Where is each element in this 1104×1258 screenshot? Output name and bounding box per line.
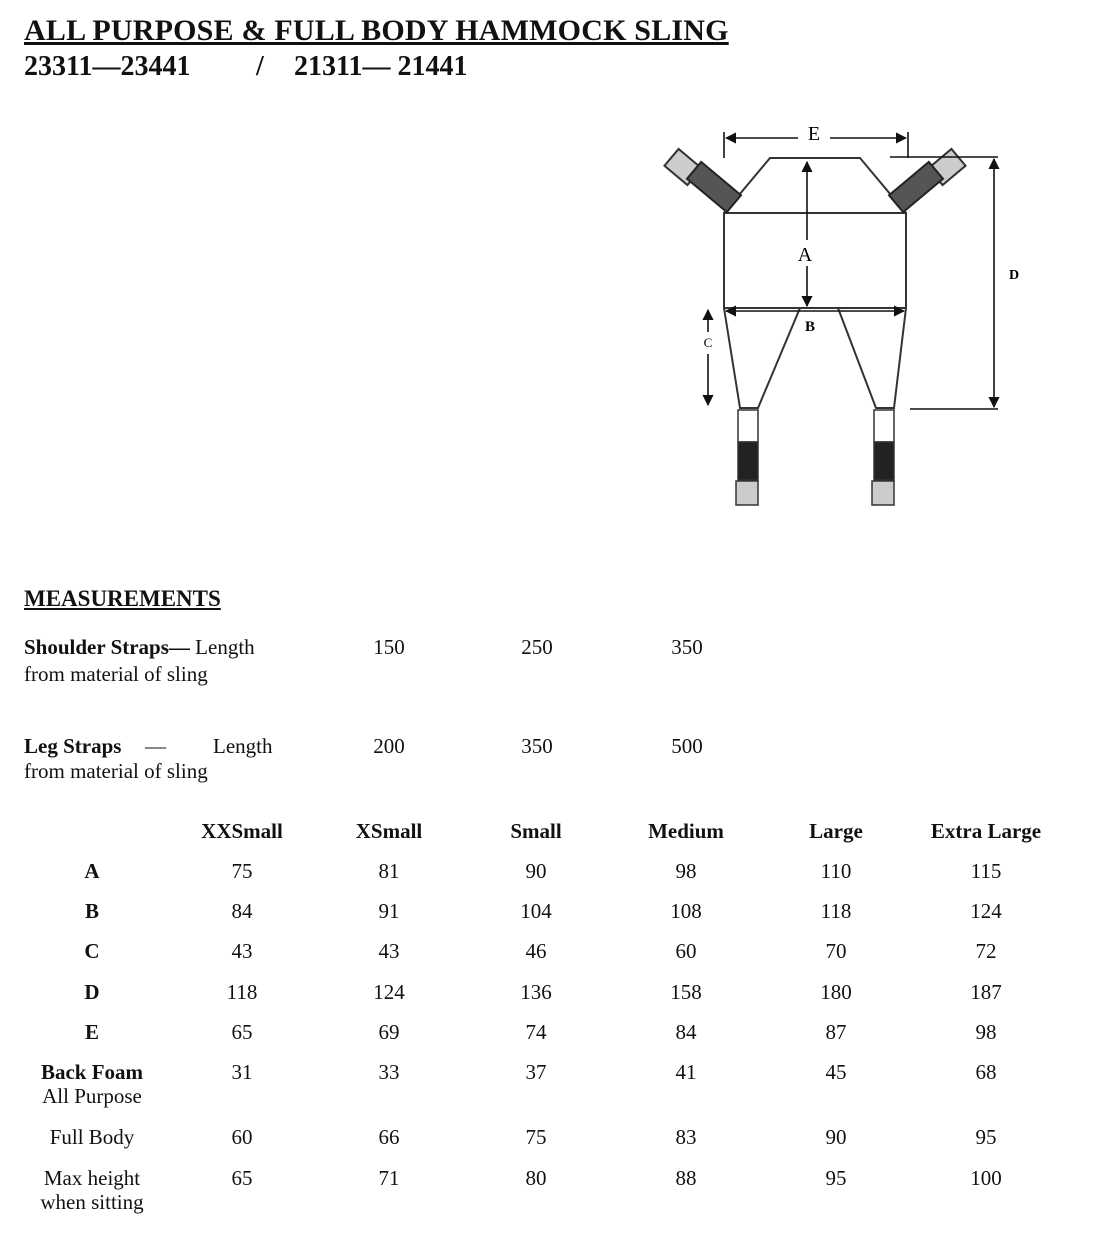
left-shoulder-strap	[664, 149, 741, 212]
table-cell: 80	[525, 1166, 547, 1190]
table-cell: 70	[825, 939, 847, 963]
row-label: D	[84, 980, 100, 1004]
table-cell: 95	[975, 1125, 997, 1149]
column-header: Large	[809, 819, 863, 843]
table-cell: 87	[825, 1020, 847, 1044]
table-cell: 136	[520, 980, 552, 1004]
table-cell: 115	[970, 859, 1002, 883]
table-cell: 118	[820, 899, 852, 923]
column-header: Extra Large	[930, 819, 1042, 843]
table-cell: 124	[373, 980, 405, 1004]
table-cell: 95	[825, 1166, 847, 1190]
table-cell: 60	[231, 1125, 253, 1149]
code-range-2: 21311— 21441	[294, 51, 468, 82]
table-cell: 83	[675, 1125, 697, 1149]
label-d: D	[1008, 268, 1020, 283]
table-cell: 72	[975, 939, 997, 963]
shoulder-straps-label: Shoulder Straps— Length	[24, 635, 255, 659]
table-cell: 66	[378, 1125, 400, 1149]
table-cell: 41	[675, 1060, 697, 1084]
table-cell: 187	[970, 980, 1002, 1004]
shoulder-value: 350	[671, 635, 703, 659]
table-cell: 71	[378, 1166, 400, 1190]
sling-diagram	[640, 110, 1020, 520]
shoulder-value: 150	[373, 635, 405, 659]
page-title: ALL PURPOSE & FULL BODY HAMMOCK SLING	[24, 14, 729, 47]
table-cell: 100	[970, 1166, 1002, 1190]
table-cell: 74	[525, 1020, 547, 1044]
row-label: B	[84, 899, 100, 923]
label-e: E	[807, 123, 821, 145]
table-cell: 68	[975, 1060, 997, 1084]
table-cell: 84	[231, 899, 253, 923]
leg-straps-dash: —	[145, 734, 166, 758]
leg-value: 350	[521, 734, 553, 758]
column-header: Small	[510, 819, 562, 843]
table-cell: 43	[231, 939, 253, 963]
table-cell: 91	[378, 899, 400, 923]
table-cell: 33	[378, 1060, 400, 1084]
table-cell: 108	[670, 899, 702, 923]
table-cell: 75	[525, 1125, 547, 1149]
table-cell: 90	[825, 1125, 847, 1149]
row-label: C	[84, 939, 100, 963]
column-header: Medium	[648, 819, 724, 843]
table-cell: 118	[226, 980, 258, 1004]
table-cell: 46	[525, 939, 547, 963]
table-cell: 60	[675, 939, 697, 963]
column-header: XXSmall	[201, 819, 283, 843]
label-a: A	[797, 244, 813, 266]
table-cell: 45	[825, 1060, 847, 1084]
table-cell: 43	[378, 939, 400, 963]
table-cell: 65	[231, 1166, 253, 1190]
full-body-label: Full Body	[49, 1125, 135, 1149]
table-cell: 104	[520, 899, 552, 923]
code-range-1: 23311—23441	[24, 51, 191, 82]
table-cell: 81	[378, 859, 400, 883]
left-leg-strap	[736, 410, 758, 505]
back-foam-label: Back Foam All Purpose	[40, 1060, 144, 1108]
leg-value: 500	[671, 734, 703, 758]
table-cell: 84	[675, 1020, 697, 1044]
row-label: E	[84, 1020, 100, 1044]
table-cell: 98	[675, 859, 697, 883]
max-height-label: Max height when sitting	[40, 1166, 144, 1214]
table-cell: 37	[525, 1060, 547, 1084]
right-shoulder-strap	[889, 149, 966, 212]
code-separator: /	[256, 51, 264, 82]
table-cell: 69	[378, 1020, 400, 1044]
shoulder-straps-label-line2: from material of sling	[24, 662, 208, 686]
label-c: C	[703, 335, 713, 350]
leg-straps-label: Leg Straps	[24, 734, 122, 758]
column-header: XSmall	[355, 819, 423, 843]
table-cell: 124	[970, 899, 1002, 923]
leg-straps-label-line2: from material of sling	[24, 759, 208, 783]
table-cell: 110	[820, 859, 852, 883]
table-cell: 75	[231, 859, 253, 883]
table-cell: 31	[231, 1060, 253, 1084]
shoulder-value: 250	[521, 635, 553, 659]
leg-straps-length-label: Length	[213, 734, 273, 758]
table-cell: 65	[231, 1020, 253, 1044]
label-b: B	[804, 319, 816, 335]
table-cell: 180	[820, 980, 852, 1004]
row-label: A	[84, 859, 100, 883]
leg-value: 200	[373, 734, 405, 758]
right-leg-strap	[872, 410, 894, 505]
table-cell: 90	[525, 859, 547, 883]
measurements-title: MEASUREMENTS	[24, 586, 221, 611]
table-cell: 98	[975, 1020, 997, 1044]
table-cell: 88	[675, 1166, 697, 1190]
table-cell: 158	[670, 980, 702, 1004]
